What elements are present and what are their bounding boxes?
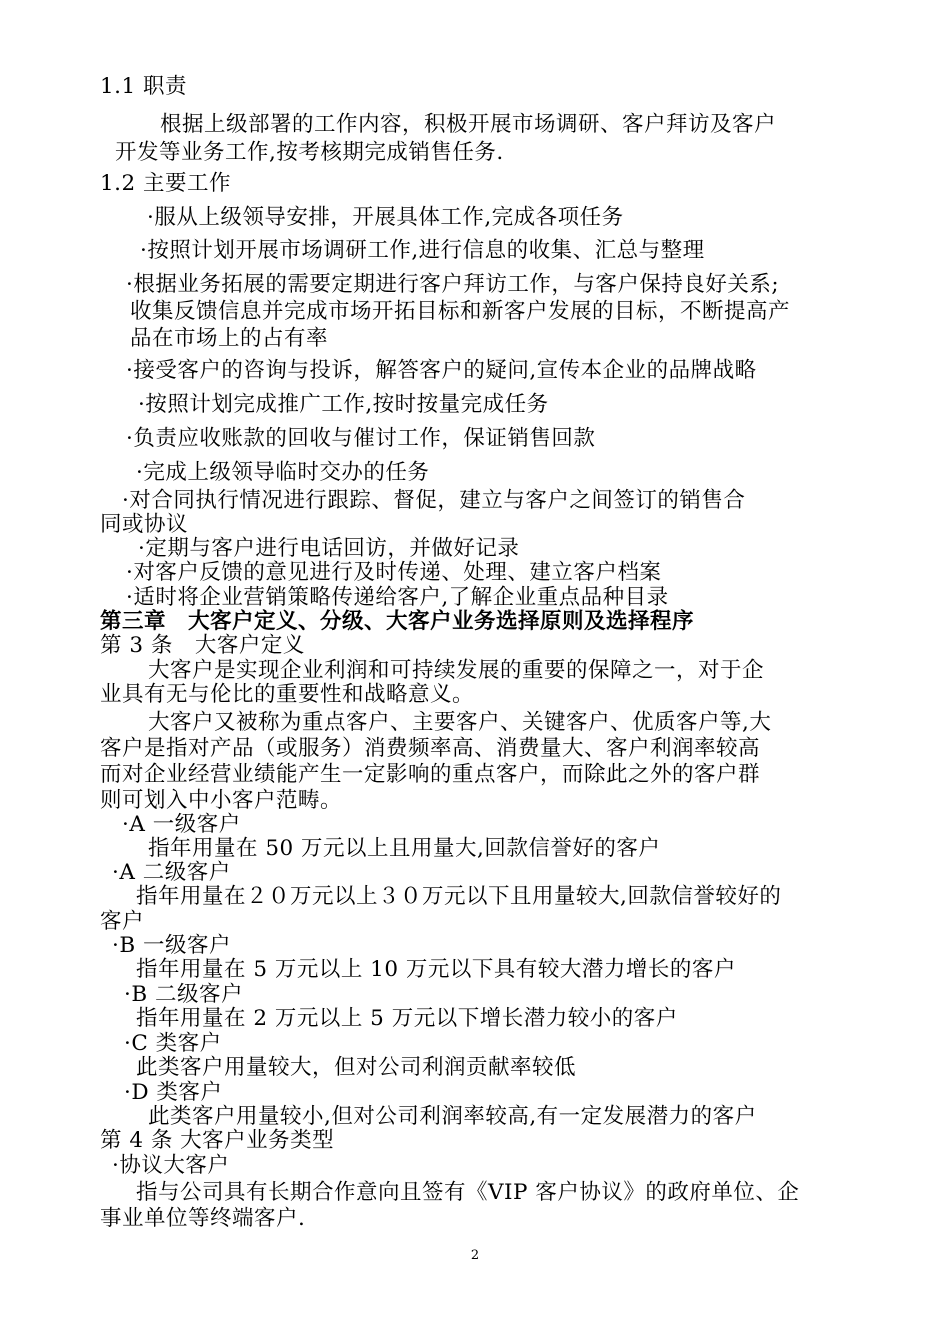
bullet-item: ·按照计划开展市场调研工作,进行信息的收集、汇总与整理: [140, 238, 705, 263]
bullet-item: ·适时将企业营销策略传递给客户,了解企业重点品种目录: [126, 585, 669, 610]
article-heading: 第 3 条 大客户定义: [100, 633, 305, 658]
tier-label: ·A 一级客户: [122, 812, 241, 837]
article-heading: 第 4 条 大客户业务类型: [100, 1128, 335, 1153]
bullet-item: ·按照计划完成推广工作,按时按量完成任务: [138, 392, 549, 417]
paragraph-line: 根据上级部署的工作内容，积极开展市场调研、客户拜访及客户: [160, 112, 777, 137]
type-label: ·协议大客户: [112, 1153, 230, 1178]
bullet-item: ·定期与客户进行电话回访，并做好记录: [138, 536, 520, 561]
bullet-item-cont: 品在市场上的占有率: [130, 326, 329, 351]
bullet-item-cont: 收集反馈信息并完成市场开拓目标和新客户发展的目标，不断提高产: [130, 299, 791, 324]
tier-description-cont: 客户: [100, 909, 145, 934]
tier-label: ·D 类客户: [124, 1080, 223, 1105]
bullet-item: ·接受客户的咨询与投诉，解答客户的疑问,宣传本企业的品牌战略: [126, 358, 757, 383]
tier-description: 指年用量在２０万元以上３０万元以下且用量较大,回款信誉较好的: [136, 884, 782, 909]
page-number: 2: [470, 1248, 480, 1263]
tier-label: ·A 二级客户: [112, 860, 231, 885]
bullet-item: ·对客户反馈的意见进行及时传递、处理、建立客户档案: [126, 560, 662, 585]
tier-description: 指年用量在 50 万元以上且用量大,回款信誉好的客户: [148, 836, 661, 861]
bullet-item: ·服从上级领导安排，开展具体工作,完成各项任务: [147, 205, 624, 230]
bullet-item: ·对合同执行情况进行跟踪、督促，建立与客户之间签订的销售合: [122, 488, 746, 513]
section-heading: 1.1 职责: [100, 74, 188, 99]
bullet-item: ·根据业务拓展的需要定期进行客户拜访工作，与客户保持良好关系;: [126, 272, 780, 297]
paragraph-line: 而对企业经营业绩能产生一定影响的重点客户，而除此之外的客户群: [100, 762, 761, 787]
type-description-cont: 事业单位等终端客户.: [100, 1206, 306, 1231]
paragraph-line: 大客户是实现企业利润和可持续发展的重要的保障之一，对于企: [148, 658, 765, 683]
section-heading: 1.2 主要工作: [100, 171, 232, 196]
bullet-item: ·完成上级领导临时交办的任务: [136, 460, 430, 485]
chapter-title: 第三章 大客户定义、分级、大客户业务选择原则及选择程序: [100, 609, 695, 634]
tier-description: 指年用量在 2 万元以上 5 万元以下增长潜力较小的客户: [136, 1006, 678, 1031]
paragraph-line: 大客户又被称为重点客户、主要客户、关键客户、优质客户等,大: [148, 710, 772, 735]
paragraph-line: 开发等业务工作,按考核期完成销售任务.: [115, 140, 504, 165]
tier-description: 指年用量在 5 万元以上 10 万元以下具有较大潜力增长的客户: [136, 957, 736, 982]
bullet-item: ·负责应收账款的回收与催讨工作，保证销售回款: [126, 426, 596, 451]
paragraph-line: 业具有无与伦比的重要性和战略意义。: [100, 682, 475, 707]
tier-label: ·B 一级客户: [112, 933, 231, 958]
tier-description: 此类客户用量较大，但对公司利润贡献率较低: [136, 1055, 577, 1080]
tier-label: ·C 类客户: [124, 1031, 222, 1056]
bullet-item-cont: 同或协议: [100, 512, 189, 537]
tier-label: ·B 二级客户: [124, 982, 243, 1007]
tier-description: 此类客户用量较小,但对公司利润率较高,有一定发展潜力的客户: [148, 1104, 757, 1129]
paragraph-line: 则可划入中小客户范畴。: [100, 788, 343, 813]
type-description: 指与公司具有长期合作意向且签有《VIP 客户协议》的政府单位、企: [136, 1180, 800, 1205]
paragraph-line: 客户是指对产品（或服务）消费频率高、消费量大、客户利润率较高: [100, 736, 761, 761]
